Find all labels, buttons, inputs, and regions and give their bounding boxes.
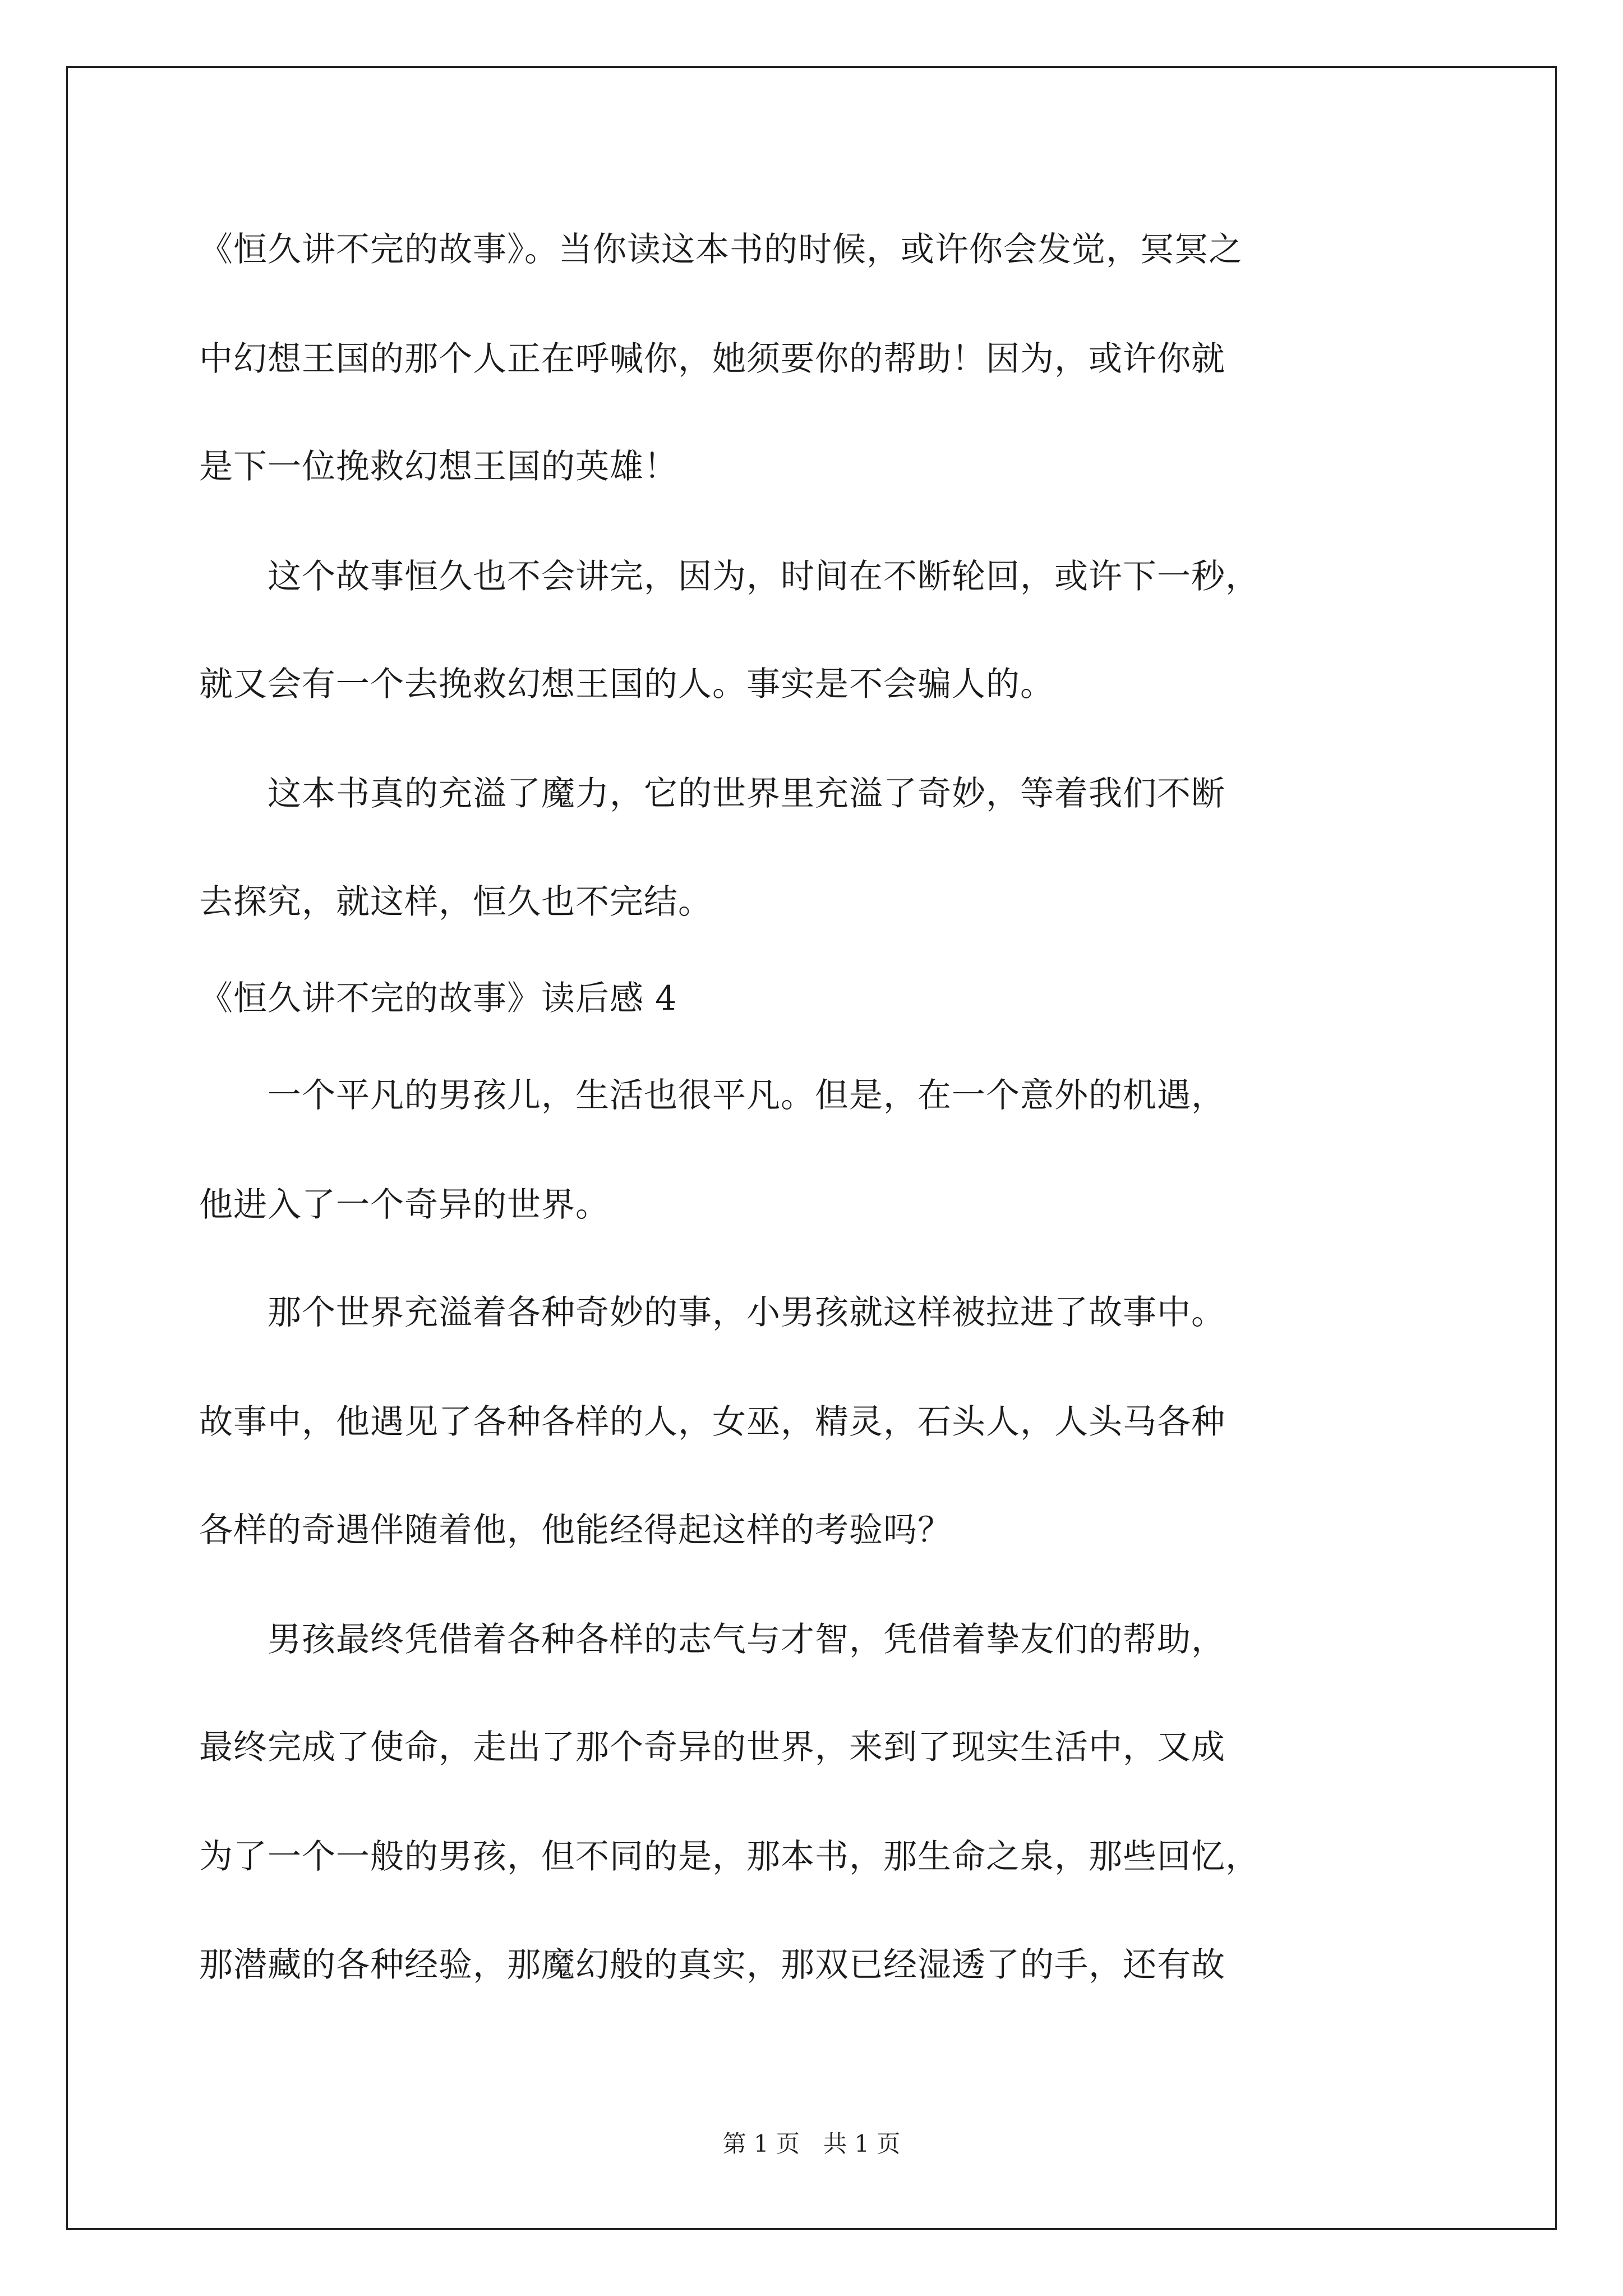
body-text-line: 去探究，就这样，恒久也不完结。	[199, 882, 712, 922]
body-text-line: 那潜藏的各种经验，那魔幻般的真实，那双已经湿透了的手，还有故	[199, 1945, 1225, 1985]
page-footer: 第 1 页 共 1 页	[722, 2130, 901, 2157]
body-text-line: 最终完成了使命，走出了那个奇异的世界，来到了现实生活中，又成	[199, 1728, 1225, 1767]
body-text-line: 一个平凡的男孩儿，生活也很平凡。但是，在一个意外的机遇，	[199, 1076, 1225, 1115]
page-border	[66, 66, 1557, 2230]
body-text-line: 那个世界充溢着各种奇妙的事，小男孩就这样被拉进了故事中。	[199, 1293, 1225, 1332]
body-text-line: 男孩最终凭借着各种各样的志气与才智，凭借着挚友们的帮助，	[199, 1620, 1225, 1659]
body-text-line: 为了一个一般的男孩，但不同的是，那本书，那生命之泉，那些回忆，	[199, 1837, 1260, 1876]
body-text-line: 是下一位挽救幻想王国的英雄！	[199, 447, 678, 486]
body-text-line: 这个故事恒久也不会讲完，因为，时间在不断轮回，或许下一秒，	[199, 557, 1260, 596]
body-text-line: 这本书真的充溢了魔力，它的世界里充溢了奇妙，等着我们不断	[199, 774, 1225, 813]
body-text-line: 就又会有一个去挽救幻想王国的人。事实是不会骗人的。	[199, 665, 1054, 704]
section-heading: 《恒久讲不完的故事》读后感 4	[199, 979, 677, 1018]
body-text-line: 《恒久讲不完的故事》。当你读这本书的时候，或许你会发觉，冥冥之	[199, 230, 1243, 269]
body-text-line: 他进入了一个奇异的世界。	[199, 1185, 610, 1225]
body-text-line: 中幻想王国的那个人正在呼喊你，她须要你的帮助！因为，或许你就	[199, 339, 1225, 379]
body-text-line: 各样的奇遇伴随着他，他能经得起这样的考验吗？	[199, 1511, 952, 1550]
body-text-line: 故事中，他遇见了各种各样的人，女巫，精灵，石头人，人头马各种	[199, 1402, 1225, 1442]
